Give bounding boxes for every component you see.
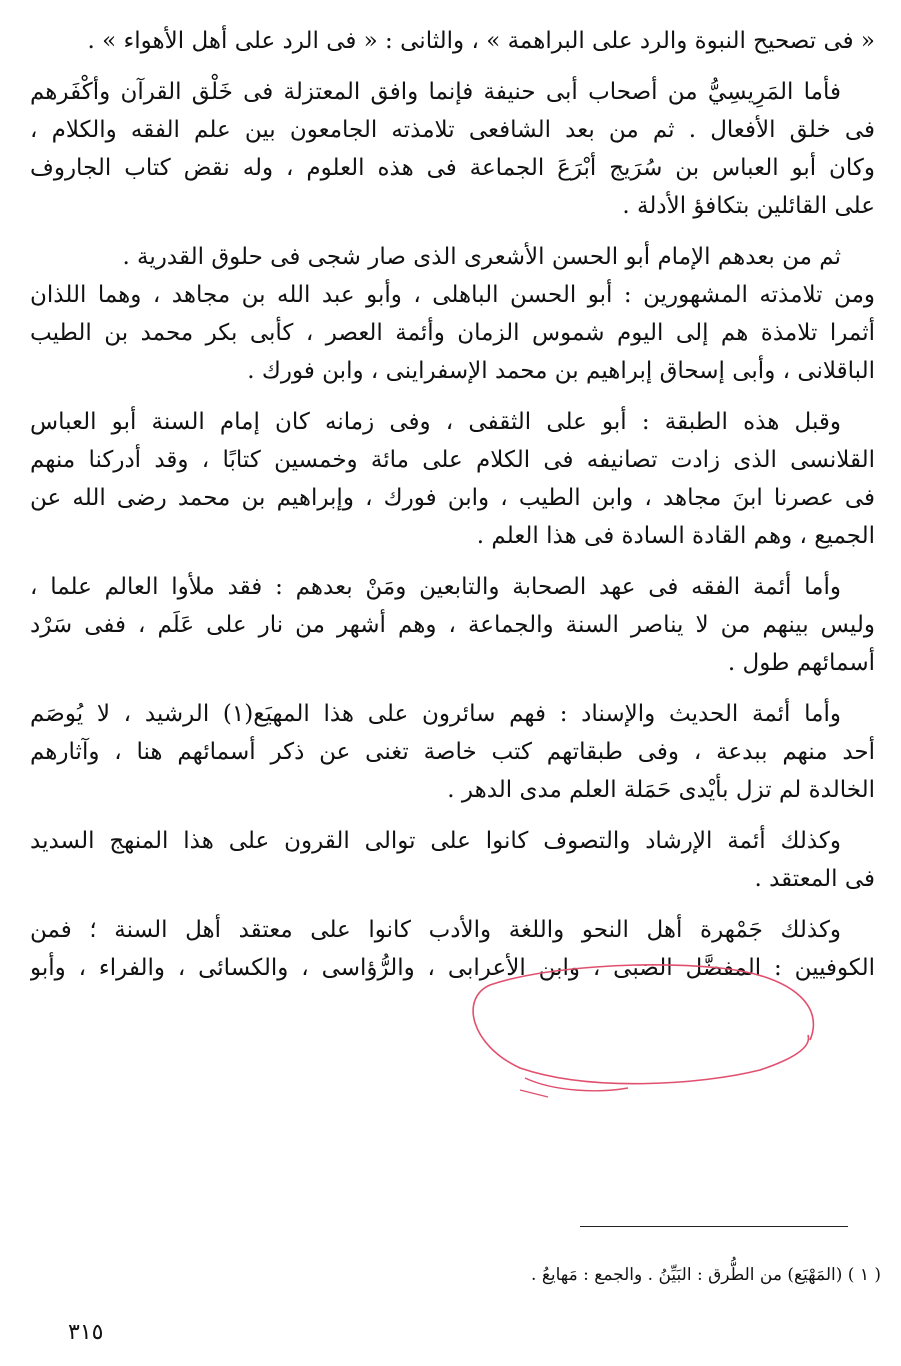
text-line: أثمرا تلامذة هم إلى اليوم شموس الزمان وأئمة العصر ، كأبى بكر محمد بن الطيب (30, 320, 875, 346)
paragraph-8 (30, 911, 875, 987)
text-line: أحد منهم ببدعة ، وفى طبقاتهم كتب خاصة تغنى عن ذكر أسمائهم هنا ، وآثارهم (30, 739, 875, 765)
text-line: وقبل هذه الطبقة : أبو على الثقفى ، وفى زمانه كان إمام السنة أبو العباس (30, 409, 841, 435)
text-line: « فى تصحيح النبوة والرد على البراهمة » ، والثانى : « فى الرد على أهل الأهواء » . (87, 28, 875, 54)
paragraph-6 (30, 695, 875, 809)
text-line: وكذلك أئمة الإرشاد والتصوف كانوا على توالى القرون على هذا المنهج السديد (30, 828, 841, 854)
footnote: ( ١ ) (المَهْيَع) من الطُّرق : البَيِّنُ . والجمع : مَهايعُ . (531, 1265, 881, 1285)
text-line: وأما أئمة الحديث والإسناد : فهم سائرون على هذا المهيَع(١) الرشيد ، لا يُوصَم (30, 701, 841, 727)
paragraph-3 (30, 238, 875, 390)
text-line: وكان أبو العباس بن سُرَيج أبْرَعَ الجماعة فى هذه العلوم ، وله نقض كتاب الجاروف (30, 155, 875, 181)
text-line: القلانسى الذى زادت تصانيفه فى الكلام على مائة وخمسين كتابًا ، وقد أدركنا منهم (30, 447, 875, 473)
paragraph-gap (30, 898, 875, 911)
text-line: ومن تلامذته المشهورين : أبو الحسن الباهلى ، وأبو عبد الله بن مجاهد ، وهما اللذان (30, 282, 875, 308)
page-number: ٣١٥ (68, 1320, 104, 1345)
text-line: الكوفيين : المفضَّل الضبى ، وابن الأعرابى ، والرُّؤاسى ، والكسائى ، والفراء ، وأبو (30, 955, 875, 981)
text-line: الخالدة لم تزل بأيْدى حَمَلة العلم مدى الدهر . (447, 777, 875, 803)
text-line: فى المعتقد . (754, 866, 875, 892)
paragraph-1 (30, 22, 875, 60)
text-line: ثم من بعدهم الإمام أبو الحسن الأشعرى الذى صار شجى فى حلوق القدرية . (122, 244, 841, 270)
text-line: فى خلق الأفعال . ثم من بعد الشافعى تلامذته الجامعون بين علم الفقه والكلام ، (30, 117, 875, 143)
paragraph-gap (30, 809, 875, 822)
book-page (30, 22, 875, 1342)
footnote-separator (580, 1226, 848, 1227)
text-line: وليس بينهم من لا يناصر السنة والجماعة ، وهم أشهر من نار على عَلَم ، ففى سَرْد (30, 612, 875, 638)
text-line: وأما أئمة الفقه فى عهد الصحابة والتابعين ومَنْ بعدهم : فقد ملأوا العالم علما ، (30, 574, 841, 600)
paragraph-gap (30, 555, 875, 568)
text-line: فأما المَرِيسِيُّ من أصحاب أبى حنيفة فإنما وافق المعتزلة فى خَلْق القرآن وأكْفَرهم (30, 79, 841, 105)
paragraph-7 (30, 822, 875, 898)
text-line: وكذلك جَمْهرة أهل النحو واللغة والأدب كانوا على معتقد أهل السنة ؛ فمن (30, 917, 841, 943)
paragraph-gap (30, 60, 875, 73)
text-line: الجميع ، وهم القادة السادة فى هذا العلم . (476, 523, 875, 549)
paragraph-gap (30, 225, 875, 238)
text-line: على القائلين بتكافؤ الأدلة . (622, 193, 875, 219)
paragraph-gap (30, 682, 875, 695)
paragraph-5 (30, 568, 875, 682)
paragraph-4 (30, 403, 875, 555)
paragraph-2 (30, 73, 875, 225)
text-line: فى عصرنا ابنَ مجاهد ، وابن الطيب ، وابن فورك ، وإبراهيم بن محمد رضى الله عن (30, 485, 875, 511)
text-line: أسمائهم طول . (727, 650, 875, 676)
paragraph-gap (30, 390, 875, 403)
text-line: الباقلانى ، وأبى إسحاق إبراهيم بن محمد الإسفراينى ، وابن فورك . (247, 358, 875, 384)
